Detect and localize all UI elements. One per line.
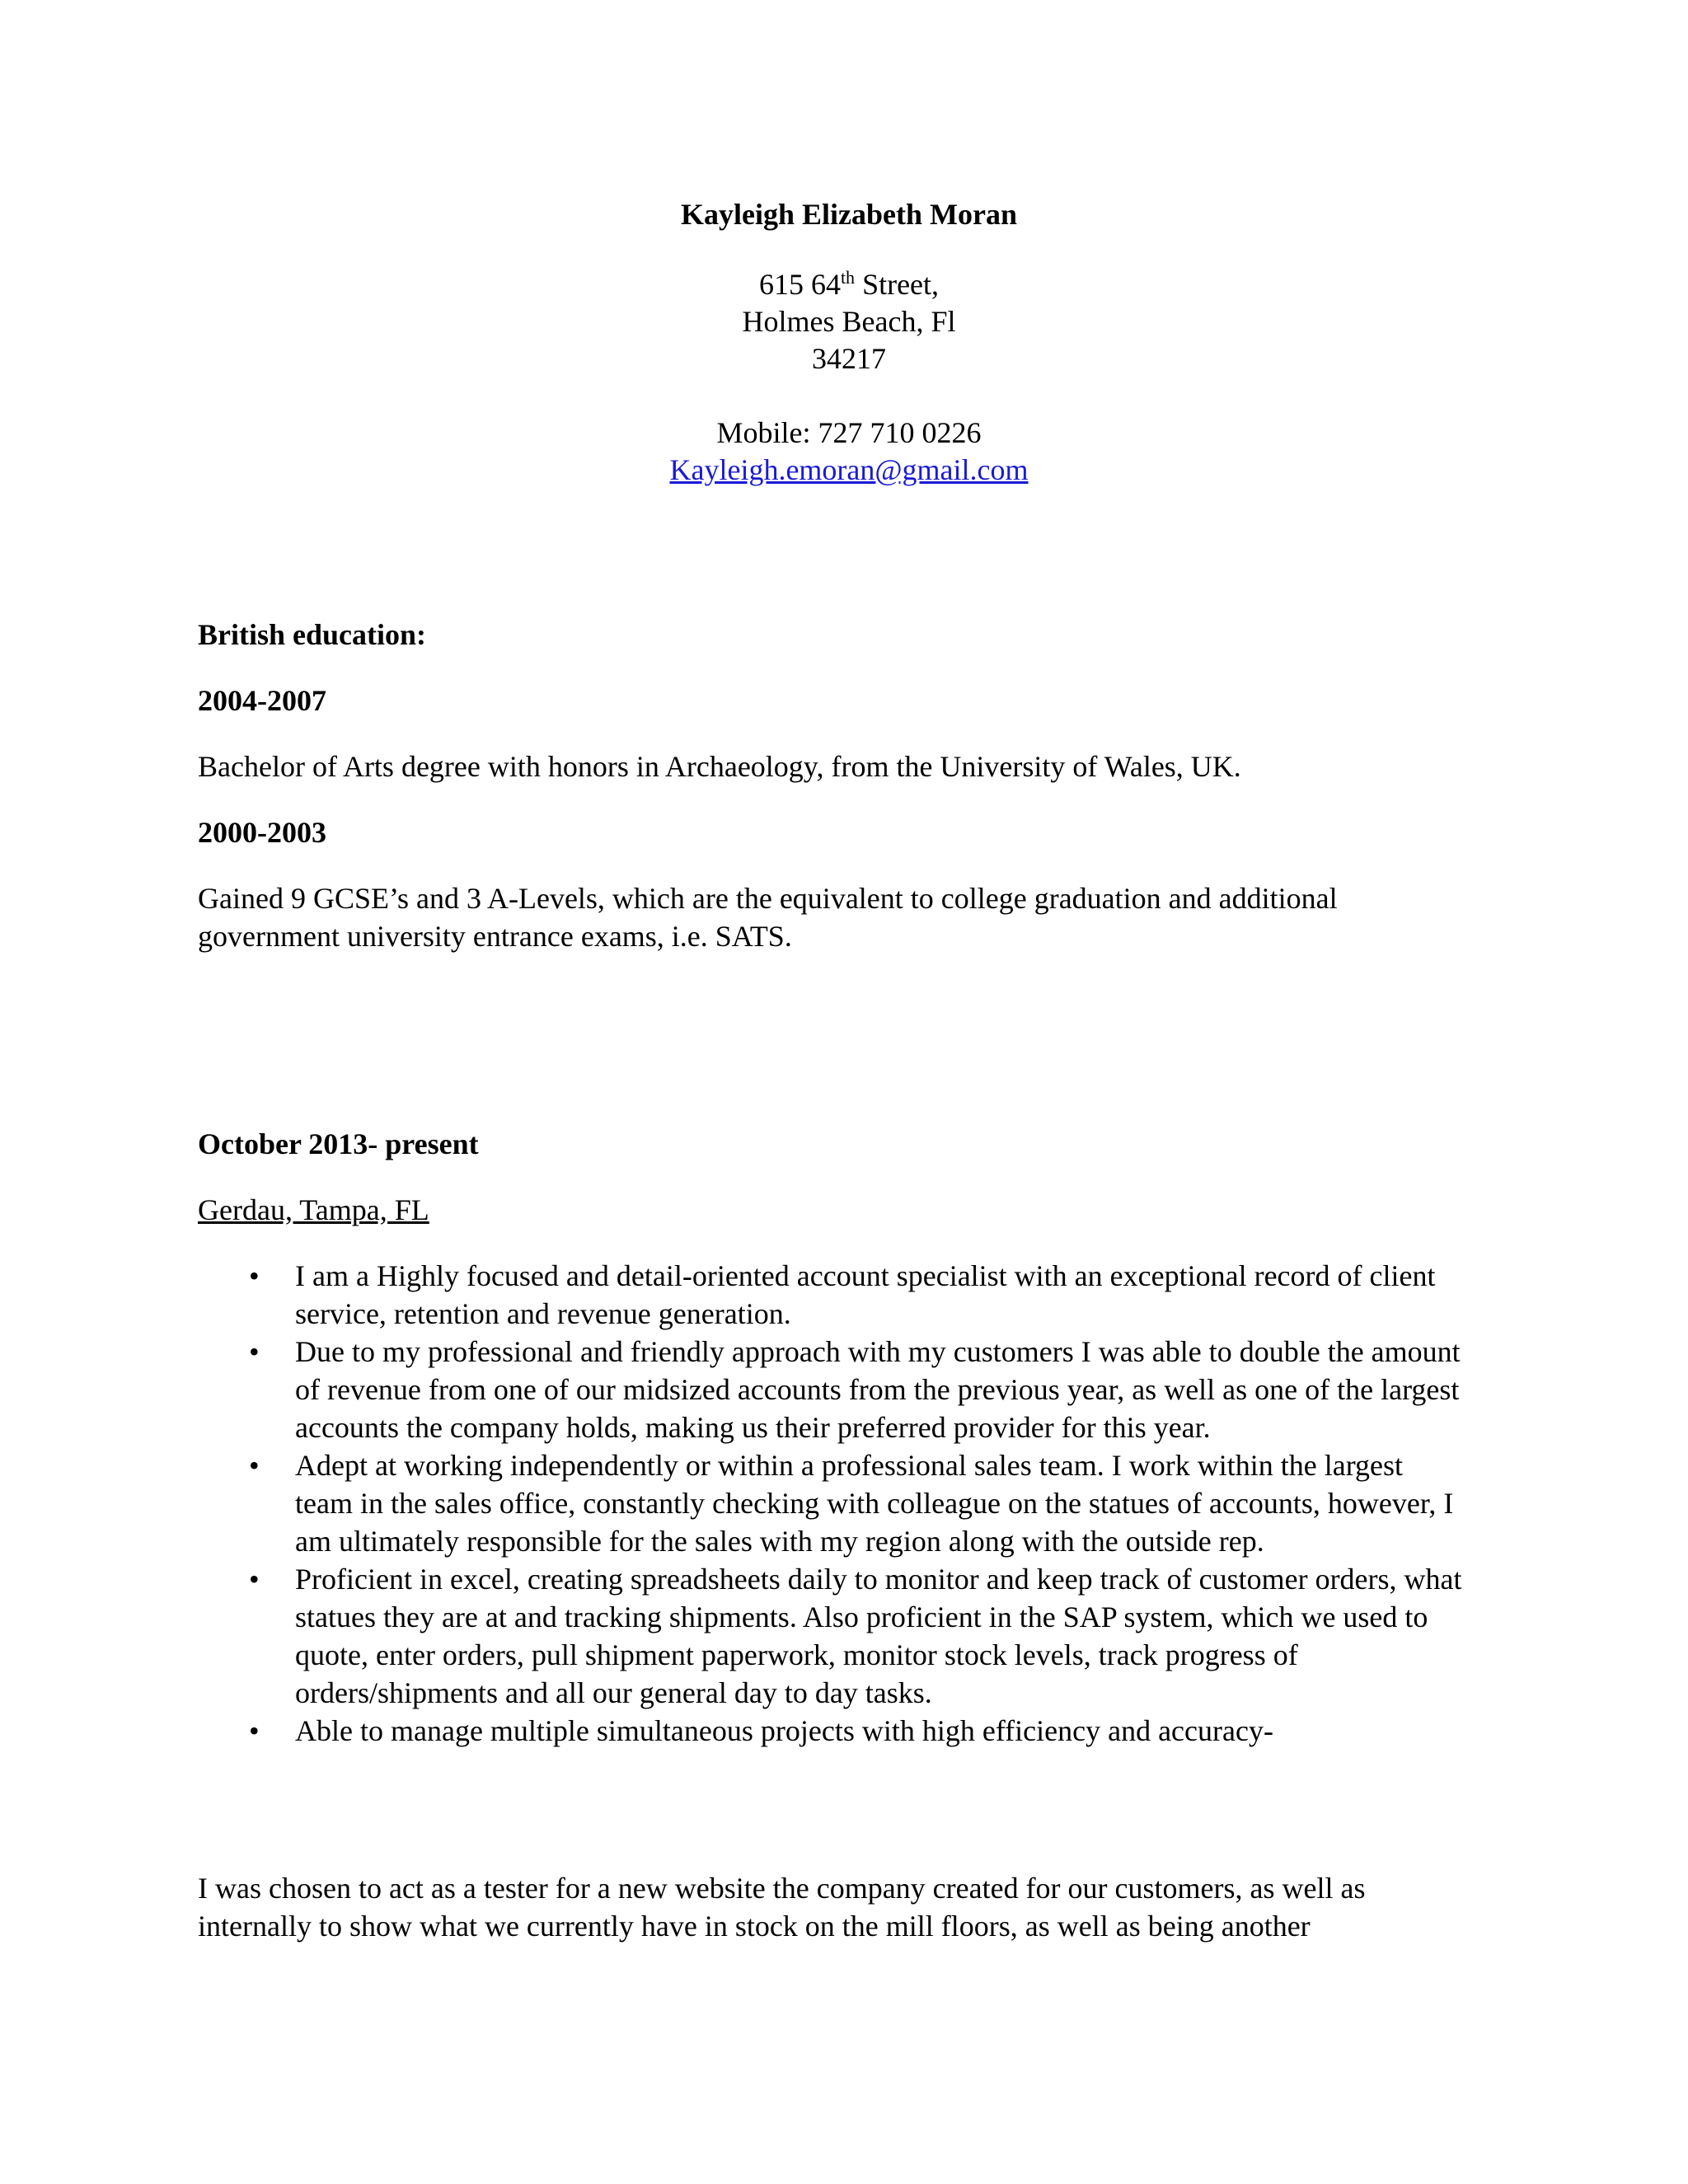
bullet-list bbox=[198, 1257, 1500, 1750]
bullet-text: Adept at working independently or within a professional sales team. I work within the largest team in the sales office, constantly checking with colleague on the statues of accounts, however, I am ultimately responsible for the sales with my region along with the outside rep. bbox=[295, 1449, 1454, 1558]
address-ordinal: th bbox=[840, 267, 856, 288]
education-entry-1 bbox=[198, 682, 1500, 785]
email-link[interactable]: Kayleigh.emoran@gmail.com bbox=[669, 453, 1029, 486]
address-street-line bbox=[198, 266, 1500, 303]
experience-bullets bbox=[198, 1257, 1500, 1750]
education-years: 2004-2007 bbox=[198, 684, 326, 717]
list-item bbox=[198, 1333, 1465, 1446]
mobile-number: Mobile: 727 710 0226 bbox=[716, 416, 982, 449]
experience-period: October 2013- present bbox=[198, 1127, 479, 1160]
bullet-text: I am a Highly focused and detail-oriented account specialist with an exceptional record of client service, retention and revenue generation. bbox=[295, 1259, 1436, 1330]
address-city: Holmes Beach, Fl bbox=[742, 305, 956, 338]
education-entry-2 bbox=[198, 813, 1500, 955]
candidate-name: Kayleigh Elizabeth Moran bbox=[681, 198, 1017, 231]
bullet-text: Proficient in excel, creating spreadsheets daily to monitor and keep track of customer orders, what statues they are at and tracking shipments. Also proficient in the SAP system, which we used to quote, enter orders, pull shipment paperwork, monitor stock levels, track progress of orders/shipments and all our general day to day tasks. bbox=[295, 1563, 1462, 1709]
bullet-icon: • bbox=[249, 1563, 260, 1596]
contact-header bbox=[198, 196, 1500, 489]
list-item bbox=[198, 1446, 1465, 1560]
bullet-text: Due to my professional and friendly approach with my customers I was able to double the amount of revenue from one of our midsized accounts from the previous year, as well as one of the largest accounts the company holds, making us their preferred provider for this year. bbox=[295, 1335, 1461, 1444]
list-item bbox=[198, 1560, 1465, 1712]
education-description: Gained 9 GCSE’s and 3 A-Levels, which are the equivalent to college graduation and additional government university entrance exams, i.e. SATS. bbox=[198, 882, 1338, 953]
address-number: 615 64 bbox=[758, 268, 841, 301]
education-section bbox=[198, 616, 1500, 654]
bullet-icon: • bbox=[249, 1714, 260, 1747]
bullet-icon: • bbox=[249, 1335, 260, 1368]
bullet-text: Able to manage multiple simultaneous projects with high efficiency and accuracy- bbox=[295, 1714, 1273, 1747]
closing-paragraph: I was chosen to act as a tester for a new website the company created for our customers, as well as internally to show what we currently have in stock on the mill floors, as well as being another bbox=[198, 1872, 1366, 1943]
experience-section bbox=[198, 1125, 1500, 1229]
bullet-icon: • bbox=[249, 1449, 260, 1482]
address-street: Street, bbox=[855, 268, 940, 301]
list-item bbox=[198, 1257, 1482, 1333]
bullet-icon: • bbox=[249, 1259, 260, 1292]
education-heading: British education: bbox=[198, 618, 427, 651]
education-description: Bachelor of Arts degree with honors in Archaeology, from the University of Wales, UK. bbox=[198, 750, 1241, 783]
employer-name: Gerdau, Tampa, FL bbox=[198, 1193, 429, 1226]
address-zip: 34217 bbox=[812, 342, 886, 375]
education-years: 2000-2003 bbox=[198, 816, 326, 849]
experience-closing bbox=[198, 1869, 1467, 1945]
list-item bbox=[198, 1712, 1482, 1750]
